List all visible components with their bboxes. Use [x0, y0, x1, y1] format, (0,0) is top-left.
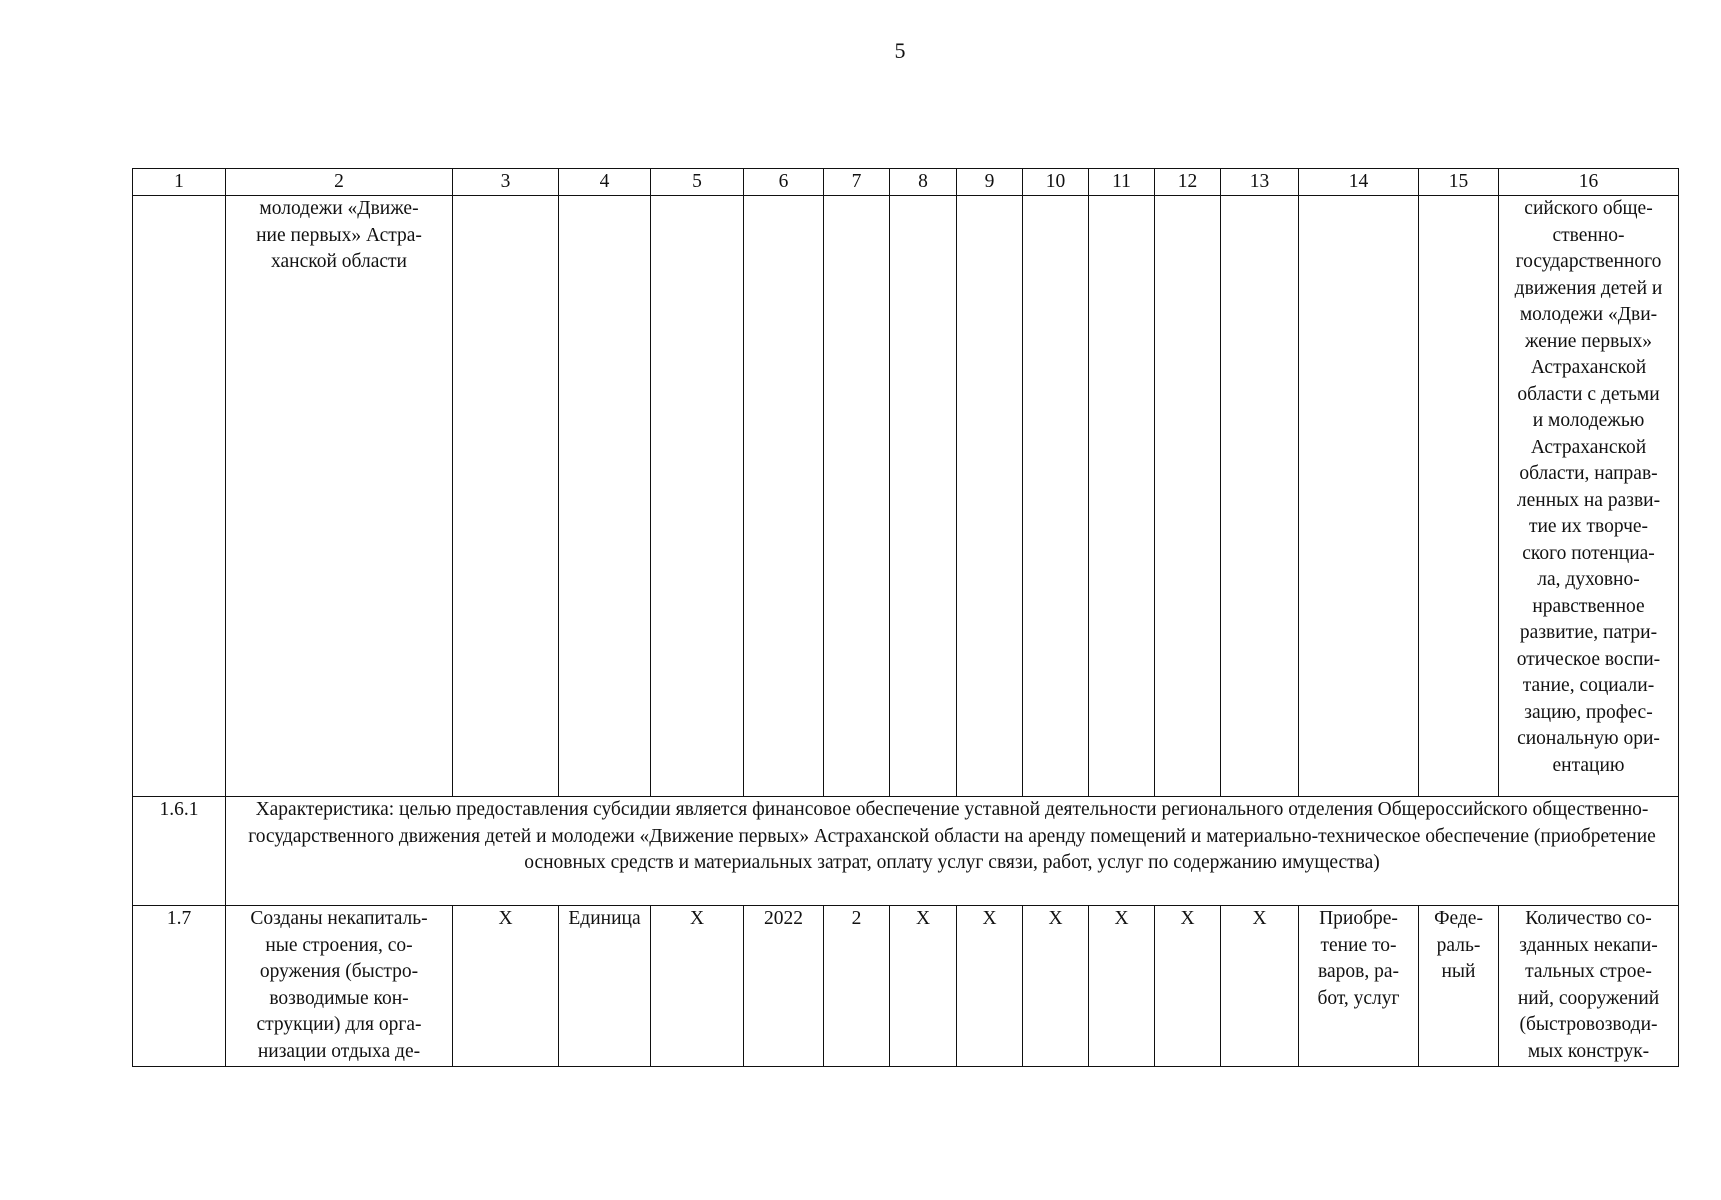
cell-empty	[559, 196, 651, 797]
cell-line: зацию, профес-	[1524, 701, 1653, 723]
indicators-table	[132, 168, 1679, 1067]
col-header: 5	[651, 169, 744, 196]
col-header: 11	[1089, 169, 1155, 196]
cell-line: сиональную ори-	[1517, 728, 1660, 749]
cell-line: струкции) для орга-	[256, 1014, 422, 1035]
cell-line: молодежи «Движе-	[259, 198, 419, 219]
table-row	[133, 797, 1679, 906]
cell-empty	[1089, 196, 1155, 797]
col-header: 8	[890, 169, 957, 196]
col-header: 7	[824, 169, 890, 196]
cell-number	[133, 196, 226, 797]
cell-value: 2	[824, 906, 890, 1067]
characteristic-text: Характеристика: целью предоставления субсидии является финансовое обеспечение уставной деятельности регионального отделения Общероссийского общественно-государственного движения детей и молодежи «Движение первых» Астраханской области на аренду помещений и материально-техническое обеспечение (приобретение основных средств и материальных затрат, оплату услуг связи, работ, услуг по содержанию имущества)	[226, 797, 1679, 906]
cell-line: (быстровозводи-	[1519, 1014, 1658, 1035]
cell-empty	[744, 196, 824, 797]
cell-line: возводимые кон-	[269, 987, 409, 1009]
cell-value: Х	[1023, 906, 1089, 1067]
column-numbers-row	[133, 169, 1679, 196]
cell-value: Х	[1089, 906, 1155, 1067]
cell-empty	[651, 196, 744, 797]
page-number: 5	[894, 38, 906, 63]
cell-empty	[957, 196, 1023, 797]
cell-line: Приобре-	[1319, 908, 1398, 929]
col-header: 16	[1499, 169, 1679, 196]
cell-line: Количество со-	[1525, 908, 1652, 929]
cell-line: ентацию	[1552, 754, 1625, 776]
cell-year: 2022	[744, 906, 824, 1067]
cell-line: нравственное	[1532, 595, 1645, 617]
col-header: 9	[957, 169, 1023, 196]
cell-line: и молодежью	[1532, 410, 1645, 431]
cell-level	[1419, 906, 1499, 1067]
cell-line: ханской области	[271, 251, 407, 272]
cell-line: зданных некапи-	[1519, 934, 1658, 956]
col-header: 3	[453, 169, 559, 196]
col-header: 10	[1023, 169, 1089, 196]
col-header: 15	[1419, 169, 1499, 196]
cell-line: ленных на разви-	[1516, 489, 1661, 511]
col-header: 12	[1155, 169, 1221, 196]
cell-line: тие их творче-	[1528, 516, 1649, 537]
cell-value: Х	[453, 906, 559, 1067]
col-header: 4	[559, 169, 651, 196]
cell-empty	[1419, 196, 1499, 797]
col-header: 14	[1299, 169, 1419, 196]
cell-number: 1.7	[133, 906, 226, 1067]
cell-name	[226, 196, 453, 797]
cell-value: Х	[1155, 906, 1221, 1067]
cell-line: тание, социали-	[1522, 675, 1655, 696]
cell-line: Астраханской	[1530, 436, 1647, 458]
col-header: 2	[226, 169, 453, 196]
cell-empty	[1155, 196, 1221, 797]
cell-number: 1.6.1	[133, 797, 226, 906]
cell-empty	[890, 196, 957, 797]
cell-line: тальных строе-	[1525, 961, 1652, 982]
cell-line: оружения (быстро-	[259, 961, 419, 982]
table-row	[133, 906, 1679, 1067]
cell-description	[1499, 196, 1679, 797]
cell-empty	[1023, 196, 1089, 797]
cell-value: Х	[957, 906, 1023, 1067]
cell-empty	[453, 196, 559, 797]
cell-value: Х	[651, 906, 744, 1067]
cell-line: сийского обще-	[1524, 198, 1653, 219]
cell-line: варов, ра-	[1318, 961, 1399, 982]
cell-line: раль-	[1436, 934, 1481, 956]
cell-line: развитие, патри-	[1519, 622, 1658, 643]
cell-line: отическое воспи-	[1516, 648, 1661, 670]
cell-unit: Единица	[559, 906, 651, 1067]
cell-line: ный	[1441, 961, 1476, 982]
cell-empty	[1221, 196, 1299, 797]
cell-empty	[824, 196, 890, 797]
cell-line: тение то-	[1320, 934, 1397, 956]
cell-line: Астраханской	[1530, 357, 1647, 378]
cell-description	[1499, 906, 1679, 1067]
cell-value: Х	[1221, 906, 1299, 1067]
cell-line: ные строения, со-	[265, 934, 413, 956]
col-header: 1	[133, 169, 226, 196]
cell-line: ний, сооружений	[1517, 987, 1660, 1009]
cell-name	[226, 906, 453, 1067]
cell-type	[1299, 906, 1419, 1067]
cell-line: движения детей и	[1514, 277, 1663, 299]
col-header: 6	[744, 169, 824, 196]
cell-line: области с детьми	[1517, 383, 1660, 405]
cell-line: молодежи «Дви-	[1519, 304, 1658, 325]
cell-line: низации отдыха де-	[257, 1040, 421, 1062]
cell-line: государственного	[1515, 251, 1662, 272]
col-header: 13	[1221, 169, 1299, 196]
cell-line: ние первых» Астра-	[256, 224, 422, 246]
cell-line: бот, услуг	[1317, 987, 1400, 1009]
cell-line: ственно-	[1552, 224, 1625, 246]
cell-empty	[1299, 196, 1419, 797]
cell-line: ла, духовно-	[1537, 569, 1640, 590]
cell-line: ского потенциа-	[1522, 542, 1655, 564]
cell-line: области, направ-	[1519, 463, 1658, 484]
cell-line: жение первых»	[1525, 330, 1652, 352]
table-row	[133, 196, 1679, 797]
cell-line: Феде-	[1434, 908, 1483, 929]
cell-value: Х	[890, 906, 957, 1067]
cell-line: Созданы некапиталь-	[250, 908, 428, 929]
cell-line: мых конструк-	[1527, 1040, 1650, 1062]
